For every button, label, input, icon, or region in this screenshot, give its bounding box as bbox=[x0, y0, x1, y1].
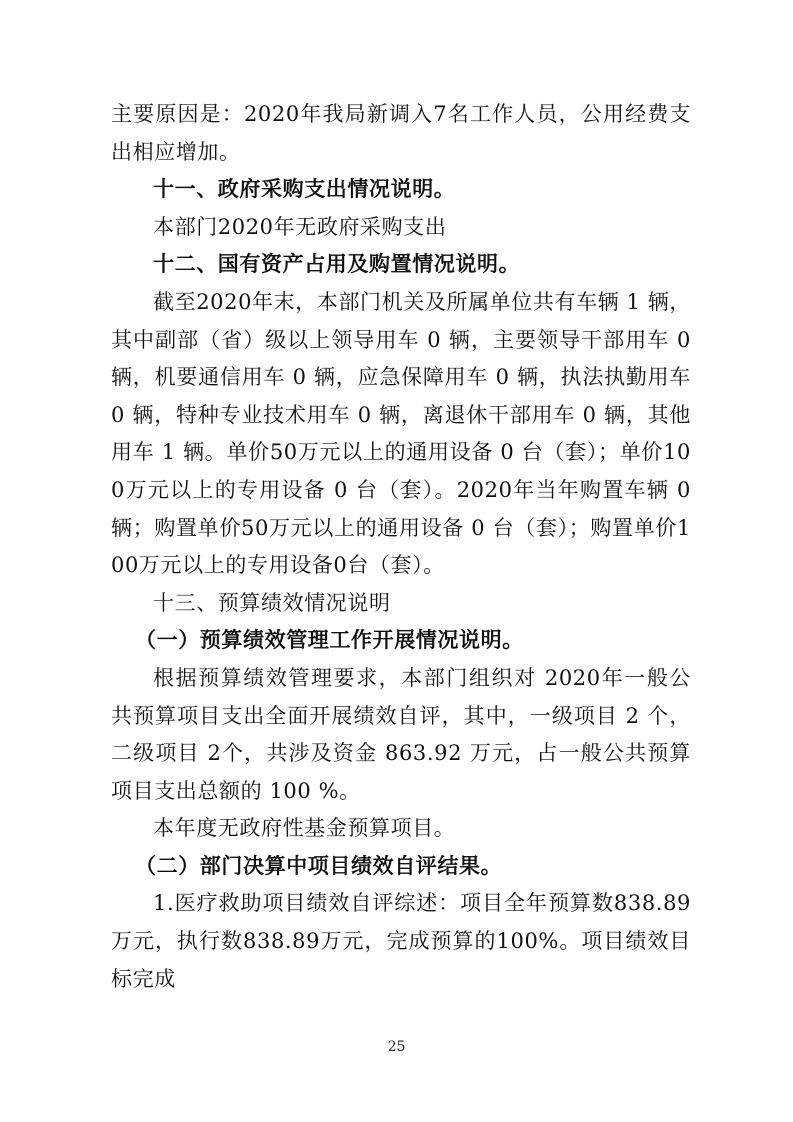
page-number: 25 bbox=[387, 1039, 406, 1055]
document-body bbox=[111, 96, 691, 998]
paragraph-medical-aid-project: 1.医疗救助项目绩效自评综述：项目全年预算数838.89万元，执行数838.89万元，完成预算的100%。项目绩效目标完成 bbox=[111, 891, 691, 991]
paragraph-performance-management: 根据预算绩效管理要求，本部门组织对 2020年一般公共预算项目支出全面开展绩效自评，其中，一级项目 2 个，二级项目 2个，共涉及资金 863.92 万元，占一般公共预算项目支出总额的 100 %。 bbox=[111, 665, 691, 803]
paragraph-procurement: 本部门2020年无政府采购支出 bbox=[153, 214, 447, 239]
heading-budget-performance: 十三、预算绩效情况说明 bbox=[153, 590, 391, 615]
subheading-performance-management: （一）预算绩效管理工作开展情况说明。 bbox=[135, 628, 524, 653]
heading-state-assets: 十二、国有资产占用及购置情况说明。 bbox=[153, 252, 521, 277]
paragraph-no-fund-projects: 本年度无政府性基金预算项目。 bbox=[153, 816, 456, 841]
heading-government-procurement: 十一、政府采购支出情况说明。 bbox=[153, 177, 456, 202]
paragraph-state-assets: 截至2020年末，本部门机关及所属单位共有车辆 1 辆，其中副部（省）级以上领导用车 0 辆，主要领导干部用车 0 辆，机要通信用车 0 辆，应急保障用车 0 辆，执法执勤用车 0 辆，特种专业技术用车 0 辆，离退休干部用车 0 辆，其他用车 1 辆。单价50万元以上的通用设备 0 台（套）；单价100万元以上的专用设备 0 台（套）。2020年当年购置车辆 0 辆；购置单价50万元以上的通用设备 0 台（套）；购置单价100万元以上的专用设备0台（套）。 bbox=[111, 289, 691, 578]
subheading-self-evaluation-results: （二）部门决算中项目绩效自评结果。 bbox=[135, 853, 503, 878]
paragraph-main-reason: 主要原因是：2020年我局新调入7名工作人员，公用经费支出相应增加。 bbox=[111, 102, 691, 164]
